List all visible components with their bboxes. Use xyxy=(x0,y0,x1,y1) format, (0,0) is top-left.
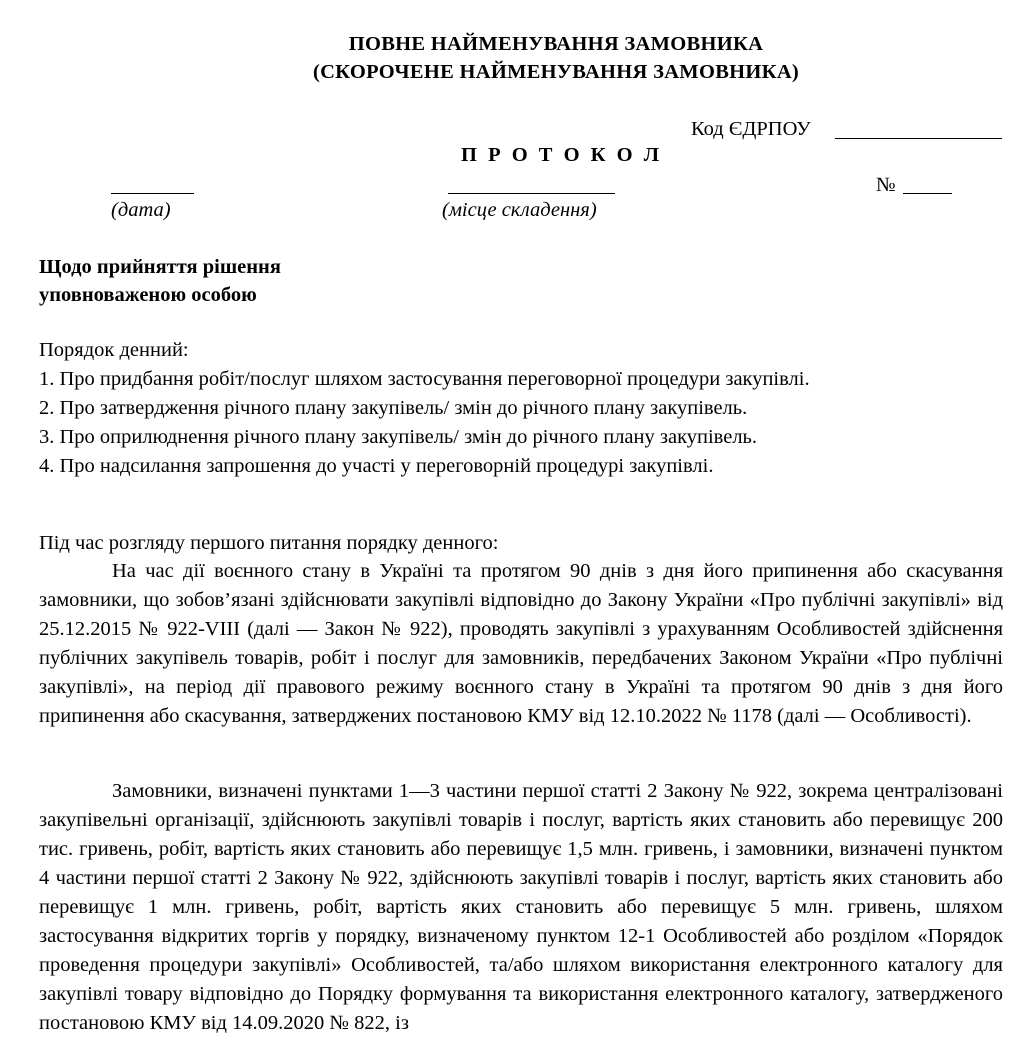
agenda-item: 3. Про оприлюднення річного плану закупівель/ змін до річного плану закупівель. xyxy=(39,426,758,448)
place-caption: (місце складення) xyxy=(442,199,597,221)
agenda-title: Порядок денний: xyxy=(39,339,189,361)
customer-full-name: ПОВНЕ НАЙМЕНУВАННЯ ЗАМОВНИКА xyxy=(348,33,764,55)
edrpou-blank xyxy=(835,138,1002,139)
customer-short-name: (СКОРОЧЕНЕ НАЙМЕНУВАННЯ ЗАМОВНИКА) xyxy=(312,61,800,83)
edrpou-label: Код ЄДРПОУ xyxy=(691,118,811,140)
number-blank xyxy=(903,193,952,194)
agenda-item: 2. Про затвердження річного плану закупівель/ змін до річного плану закупівель. xyxy=(39,397,748,419)
first-question-intro: Під час розгляду першого питання порядку денного: xyxy=(39,532,499,554)
subject-line-1: Щодо прийняття рішення xyxy=(39,256,281,278)
date-caption: (дата) xyxy=(111,199,171,221)
agenda-item: 4. Про надсилання запрошення до участі у переговорній процедурі закупівлі. xyxy=(39,455,714,477)
body-paragraph-1: На час дії воєнного стану в Україні та протягом 90 днів з дня його припинення або скасування замовники, що зобов’язані здійснювати закупівлі відповідно до Закону України «Про публічні закупівлі» від 25.12.2015 № 922-VIII (далі — Закон № 922), проводять закупівлі з урахуванням Особливостей здійснення публічних закупівель товарів, робіт і послуг для замовників, передбачених Законом України «Про публічні закупівлі», на період дії правового режиму воєнного стану в Україні та протягом 90 днів з дня його припинення або скасування, затверджених постановою КМУ від 12.10.2022 № 1178 (далі — Особливості). xyxy=(39,560,1003,727)
agenda xyxy=(39,336,810,481)
body-paragraph-2: Замовники, визначені пунктами 1—3 частини першої статті 2 Закону № 922, зокрема централізовані закупівельні організації, здійснюють закупівлі товарів і послуг, вартість яких становить або перевищує 200 тис. гривень, робіт, вартість яких становить або перевищує 1,5 млн. гривень, і замовники, визначені пунктом 4 частини першої статті 2 Закону № 922, здійснюють закупівлі товарів і послуг, вартість яких становить або перевищує 1 млн. гривень, робіт, вартість яких становить або перевищує 5 млн. гривень, шляхом застосування відкритих торгів у порядку, визначеному пунктом 12-1 Особливостей або розділом «Порядок проведення процедури закупівлі» Особливостей, та/або шляхом використання електронного каталогу для закупівлі товару відповідно до Порядку формування та використання електронного каталогу, затвердженого постановою КМУ від 14.09.2020 № 822, із xyxy=(39,780,1003,1034)
date-blank xyxy=(111,193,194,194)
subject-line-2: уповноваженою особою xyxy=(39,284,257,306)
agenda-item: 1. Про придбання робіт/послуг шляхом застосування переговорної процедури закупівлі. xyxy=(39,368,810,390)
place-blank xyxy=(448,193,615,194)
protocol-title: П Р О Т О К О Л xyxy=(461,144,662,166)
number-label: № xyxy=(876,174,896,196)
